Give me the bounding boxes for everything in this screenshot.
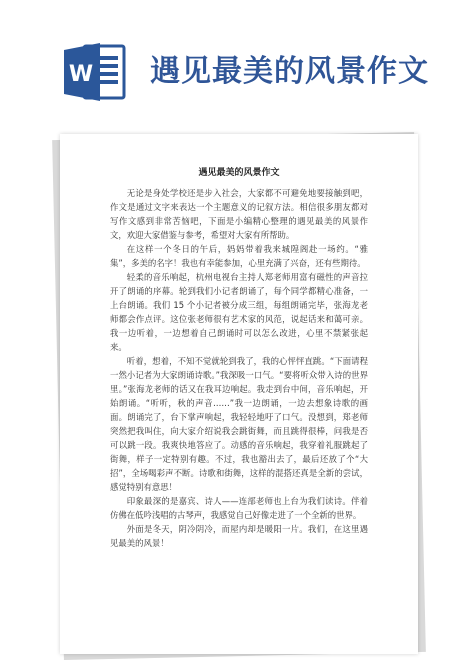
article-body	[110, 166, 368, 550]
article-title: 遇见最美的风景作文	[198, 168, 280, 178]
word-icon-letter: W	[68, 62, 94, 87]
paragraph-4: 听着，想着，不知不觉就轮到我了，我的心怦怦直跳。“下面请程一然小记者为大家朗诵诗歌。”我深吸一口气。“要将听众带入诗的世界里。”张海龙老师的话又在我耳边响起。我走到台中间，音乐响起，开始朗诵。“听听，秋的声音……”我一边朗诵，一边去想象诗歌的画面。朗诵完了，台下掌声响起，我轻轻地吁了口气。没想到，郑老师突然把我叫住，向大家介绍说我会跳街舞，而且跳得很棒，问我是否可以跳一段。我爽快地答应了。动感的音乐响起，我穿着礼服跳起了街舞，样子一定特别有趣。不过，我也豁出去了，最后还放了个“大招”，全场喝彩声不断。诗歌和街舞，这样的混搭还真是全新的尝试，感觉特别有意思！	[110, 356, 368, 492]
paragraph-1: 无论是身处学校还是步入社会，大家都不可避免地要接触到吧，作文是通过文字来表达一个主题意义的记叙方法。相信很多朋友都对写作文感到非常苦恼吧，下面是小编精心整理的遇见最美的风景作文，欢迎大家借鉴与参考，希望对大家有所帮助。	[110, 188, 368, 240]
paragraph-6: 外面是冬天，阴冷阴冷，而屋内却是暖阳一片。我们，在这里遇见最美的风景！	[110, 524, 368, 548]
paragraph-5: 印象最深的是嘉宾、诗人——连部老师也上台为我们读诗。伴着仿佛在低吟浅唱的古琴声，我感觉自己好像走进了一个全新的世界。	[110, 496, 368, 520]
paragraph-3: 轻柔的音乐响起，杭州电视台主持人郑老师用富有磁性的声音拉开了朗诵的序幕。轮到我们小记者朗诵了，每个同学都精心准备，一上台朗诵。我们 15 个小记者被分成三组，每组朗诵完毕，张海龙老师都会作点评。这位张老师很有艺术家的风范，说起话来和蔼可亲。我一边听着，一边想着自己朗诵时可以怎么改进，心里不禁紧张起来。	[110, 272, 368, 352]
header-banner	[0, 0, 474, 118]
paragraph-2: 在这样一个冬日的午后，妈妈带着我来城隍阁赴一场约。“雅集”，多美的名字！我也有幸能参加，心里充满了兴奋，还有些期待。	[110, 244, 368, 268]
document-page	[60, 134, 418, 654]
word-document-icon	[64, 40, 126, 104]
document-heading: 遇见最美的风景作文	[150, 54, 429, 89]
